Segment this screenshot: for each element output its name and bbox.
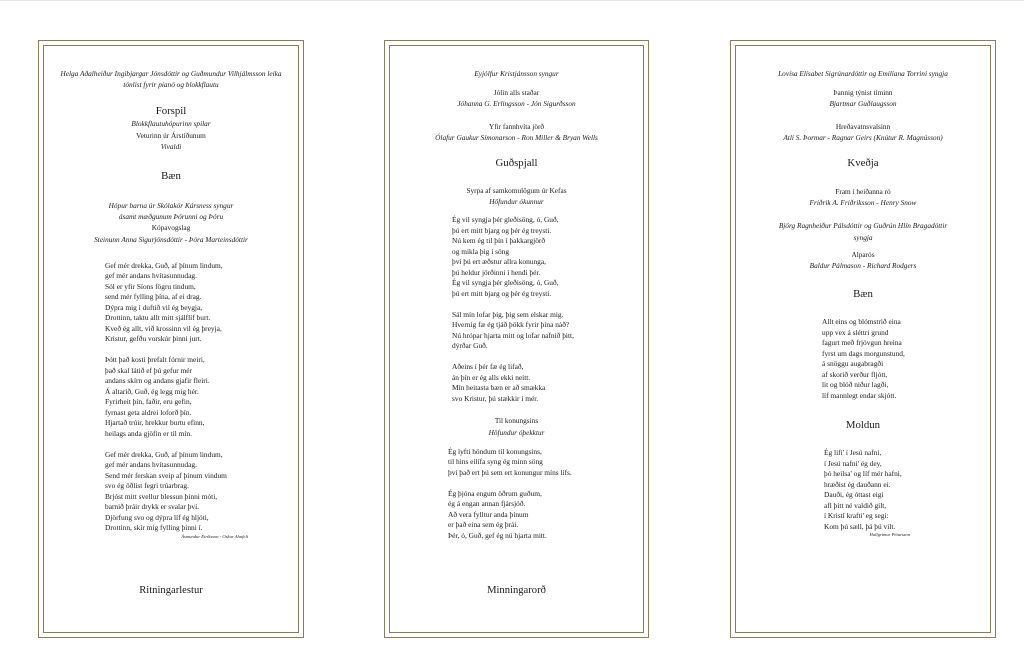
panel-inner-border xyxy=(735,45,991,633)
top-divider xyxy=(0,0,1024,1)
program-panel-3 xyxy=(730,40,996,638)
song-3-title: Fram í heiðanna ró xyxy=(835,187,891,197)
song-1-authors: Jóhanna G. Erlingsson - Jón Sigurðsson xyxy=(457,99,576,109)
forspil-composer: Vivaldi xyxy=(160,141,182,151)
panel-content xyxy=(54,68,288,540)
medley-title: Syrpa af samkomulögum úr Kefas xyxy=(466,186,567,196)
panel-inner-border xyxy=(43,45,299,633)
song-3-title: Til konungsins xyxy=(494,416,539,426)
song-2-title: Yfir fannhvíta jörð xyxy=(488,121,545,131)
hymn-credit: Ásmundur Eiríksson - Oskar Ahnfelt xyxy=(181,533,248,539)
song-4-title: Alparós xyxy=(851,249,875,259)
hymn-text: Gef mér drekka, Guð, af þínum lindum, gef mér andans hvítasunnudag. Sól er yfir Síons fögru tindum, send mér fylling þína, af ei drag. Dýpra mig í duftið vil ég beygja, Drottinn, taktu allt mitt sjálflíf burt. Kveð ég allt, við krossinn vil ég þreyja, Kristur, gefðu vorskúr þinni jurt. Þótt það kosti þrefalt fórnir meiri, það skal látið ef þú gefur mér andans skírn og andans gjafir fleiri. Á altarið, Guð, ég legg mig hér. Fyrirheit þín, faðir, eru gefin, fyrnast geta aldrei loforð þín. Hjartað trúir, hrekkur burtu efinn, heilags anda gjöfin er til mín. Gef mér drekka, Guð, af þínum lindum, gef mér andans hvítasunnudag. Send mér ferskan sveip af þínum vindum svo ég öðlist fegri trúarbrag. Brjóst mitt svellur blessun þinni móti, barnið þráir drykk er svalar því. Djörfung svo og dýpra líf ég hljóti, Drottinn, skír mig fylling þinni í. xyxy=(105,260,227,533)
forspil-piece: Veturinn úr Árstíðunum xyxy=(136,130,206,140)
forspil-heading: Forspil xyxy=(155,105,187,118)
konungur-lyrics: Ég lyfti höndum til konungsins, til hins eilífa syng ég minn söng því það ert þú sem ert konungur míns lífs. Ég þjóna engum öðrum guðum, ég á engan annan fjársjóð. Að vera fylltur anda þínum er það eina sem ég þrái. Þér, ó, Guð, gef ég nú hjarta mitt. xyxy=(448,446,572,540)
moldun-text: Ég lifi' í Jesú nafni, í Jesú nafni' ég dey, þó heilsa' og líf mér hafni, hræðist ég dauðann ei. Dauði, ég óttast eigi afl þitt né valdið gilt, í Kristí krafti' eg segi: Kom þú sæll, þá þú vilt. xyxy=(824,448,902,531)
song-2-title: Hreðavatnsvalsinn xyxy=(835,121,891,131)
program-panel-1 xyxy=(38,40,304,638)
song-3-authors: Friðrik A. Friðriksson - Henry Snow xyxy=(809,198,917,208)
song-2-authors: Ólafur Gaukur Símonarson - Ron Miller & Bryan Wells xyxy=(435,132,598,142)
footer-ritningarlestur: Ritningarlestur xyxy=(139,585,203,596)
choir-line-2: ásamt mæðgunum Þórunni og Þóru xyxy=(118,212,224,222)
footer-minningarord: Minningarorð xyxy=(487,585,546,596)
singers-2-line-1: Björg Ragnheiður Pálsdóttir og Guðrún Hlín Bragadóttir xyxy=(778,221,948,231)
moldun-heading: Moldun xyxy=(845,419,881,432)
panel-inner-border xyxy=(389,45,644,633)
kvedja-heading: Kveðja xyxy=(847,157,879,170)
baen-heading: Bæn xyxy=(853,288,873,301)
gudspjall-heading: Guðspjall xyxy=(495,157,538,170)
choir-line-1: Hópur barna úr Skólakór Kársness syngur xyxy=(108,201,234,211)
song-3-author: Höfundur óþekktur xyxy=(488,427,545,437)
performers-intro: Helga Aðalheiður Ingibjargar Jónsdóttir og Guðmundur Vilhjálmsson leika tónlist fyrir píanó og blokkflautu xyxy=(60,69,282,90)
medley-lyrics: Ég vil syngja þér gleðisöng, ó, Guð, þú ert mitt bjarg og þér ég treysti. Nú kem ég til þín í þakkargjörð og mikla þig í söng því þú ert æðstur allra konunga, þú heldur jörðinni í hendi þér. Ég vil syngja þér gleðisöng, ó, Guð, þú ert mitt bjarg og þér ég treysti. Sál mín lofar þig, þig sem elskar mig. Hvernig fæ ég tjáð þökk fyrir þína náð? Nú hrópar hjarta mitt og lofar nafnið þitt, dýrðar Guð. Aðeins í þér fæ ég lifað, án þín er ég alls ekki neitt. Mín heitasta bæn er að smækka svo Kristur, þú stækkir í mér. xyxy=(452,215,574,403)
program-panel-2 xyxy=(384,40,649,638)
song-4-authors: Baldur Pálmason - Richard Rodgers xyxy=(809,261,917,271)
forspil-performers: Blokkflautuhópurinn spilar xyxy=(131,119,211,129)
song-title: Kópavogslag xyxy=(151,223,191,233)
panel-content xyxy=(400,68,633,541)
singers-2-line-2: syngja xyxy=(853,232,873,242)
song-1-title: Jólin alls staðar xyxy=(493,88,540,98)
baen-heading: Bæn xyxy=(161,170,181,183)
singer-line: Eyjólfur Kristjánsson syngur xyxy=(474,69,559,78)
prayer-text: Allt eins og blómstrið eina upp vex á sléttri grund fagurt með frjóvgun hreina fyrst um dags morgunstund, á snöggu augabragði af skorið verður fljótt, lit og blóð niður lagði, líf mannlegt endar skjótt. xyxy=(822,317,905,400)
panel-content xyxy=(746,68,980,538)
song-authors: Steinunn Anna Sigurjónsdóttir - Þóra Marteinsdóttir xyxy=(94,234,248,244)
moldun-credit: Hallgrímur Pétursson xyxy=(869,532,910,538)
medley-author: Höfundur ókunnur xyxy=(489,197,544,207)
song-1-author: Bjartmar Guðlaugsson xyxy=(829,99,897,109)
singers-line: Lovísa Elísabet Sigrúnardóttir og Emilíana Torrini syngja xyxy=(778,69,948,78)
song-2-authors: Atli S. Þormar - Ragnar Geirs (Knútur R. Magnússon) xyxy=(783,132,943,142)
song-1-title: Þannig týnist tíminn xyxy=(833,88,893,98)
